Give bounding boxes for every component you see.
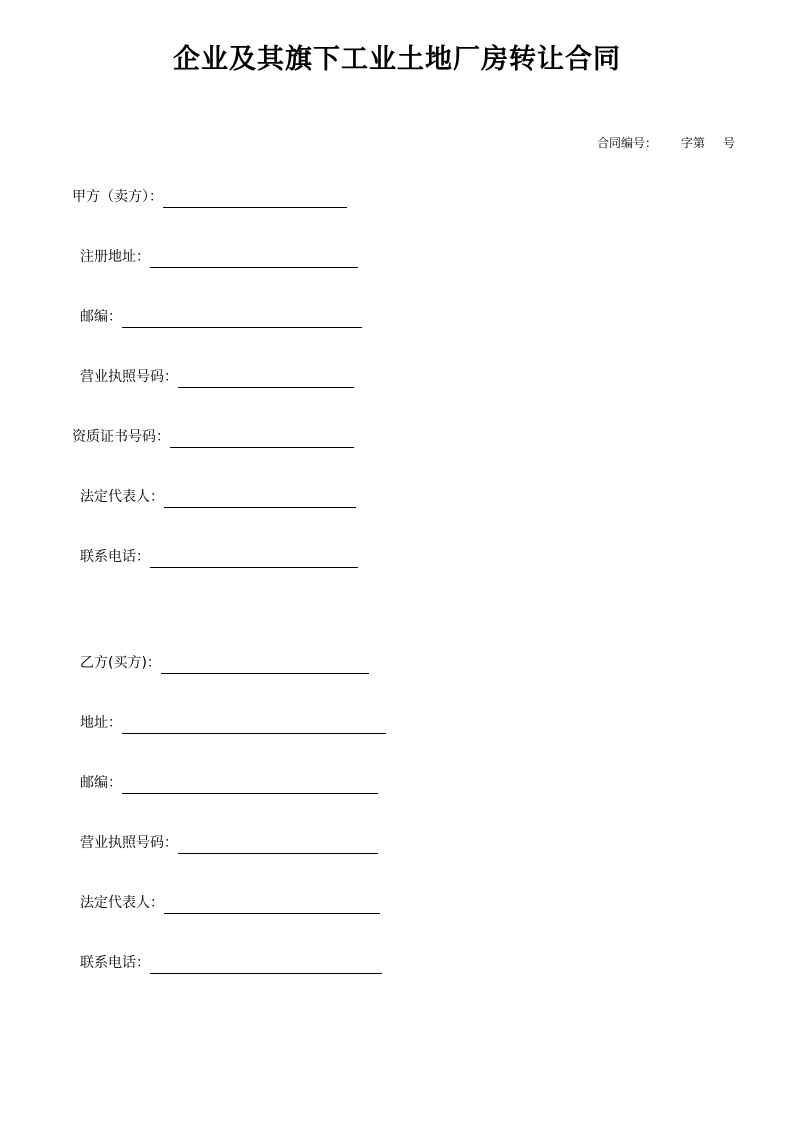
party-a-postcode-input[interactable] [122, 309, 362, 328]
party-a-name-input[interactable] [163, 189, 347, 208]
party-a-qualification-cert-label: 资质证书号码： [72, 429, 170, 445]
party-a-heading: 甲方（卖方）： [72, 189, 163, 205]
party-b-address-label: 地址： [80, 715, 122, 731]
party-a-qualification-cert-field [72, 424, 354, 448]
party-a-legal-rep-input[interactable] [164, 489, 356, 508]
party-a-business-license-field [80, 364, 354, 388]
party-b-address-input[interactable] [122, 715, 386, 734]
party-b-postcode-input[interactable] [122, 775, 378, 794]
party-b-business-license-field [80, 830, 378, 854]
party-a-registered-address-input[interactable] [150, 249, 358, 268]
party-b-heading: 乙方(买方)： [80, 655, 161, 671]
party-a-business-license-input[interactable] [178, 369, 354, 388]
party-b-postcode-label: 邮编： [80, 775, 122, 791]
party-b-name-input[interactable] [161, 655, 369, 674]
party-b-legal-rep-label: 法定代表人： [80, 895, 164, 911]
party-a-name-field [72, 184, 347, 208]
party-a-postcode-label: 邮编： [80, 309, 122, 325]
party-b-phone-label: 联系电话： [80, 955, 150, 971]
party-a-legal-rep-label: 法定代表人： [80, 489, 164, 505]
party-a-postcode-field [80, 304, 362, 328]
party-b-legal-rep-input[interactable] [164, 895, 380, 914]
party-a-phone-input[interactable] [150, 549, 358, 568]
party-b-phone-input[interactable] [150, 955, 382, 974]
party-b-name-field [80, 650, 369, 674]
party-b-postcode-field [80, 770, 378, 794]
party-b-address-field [80, 710, 386, 734]
party-a-phone-label: 联系电话： [80, 549, 150, 565]
party-b-legal-rep-field [80, 890, 380, 914]
party-b-business-license-input[interactable] [178, 835, 378, 854]
party-a-business-license-label: 营业执照号码： [80, 369, 178, 385]
party-a-phone-field [80, 544, 358, 568]
contract-number-hao: 号 [723, 136, 736, 150]
contract-number-zi-di: 字第 [681, 136, 706, 150]
party-a-legal-rep-field [80, 484, 356, 508]
contract-number-label: 合同编号： [597, 136, 658, 150]
contract-number [597, 133, 757, 153]
party-b-phone-field [80, 950, 382, 974]
party-a-registered-address-label: 注册地址： [80, 249, 150, 265]
party-a-qualification-cert-input[interactable] [170, 429, 354, 448]
party-b-business-license-label: 营业执照号码： [80, 835, 178, 851]
document-title: 企业及其旗下工业土地厂房转让合同 [173, 44, 621, 75]
party-a-registered-address-field [80, 244, 358, 268]
